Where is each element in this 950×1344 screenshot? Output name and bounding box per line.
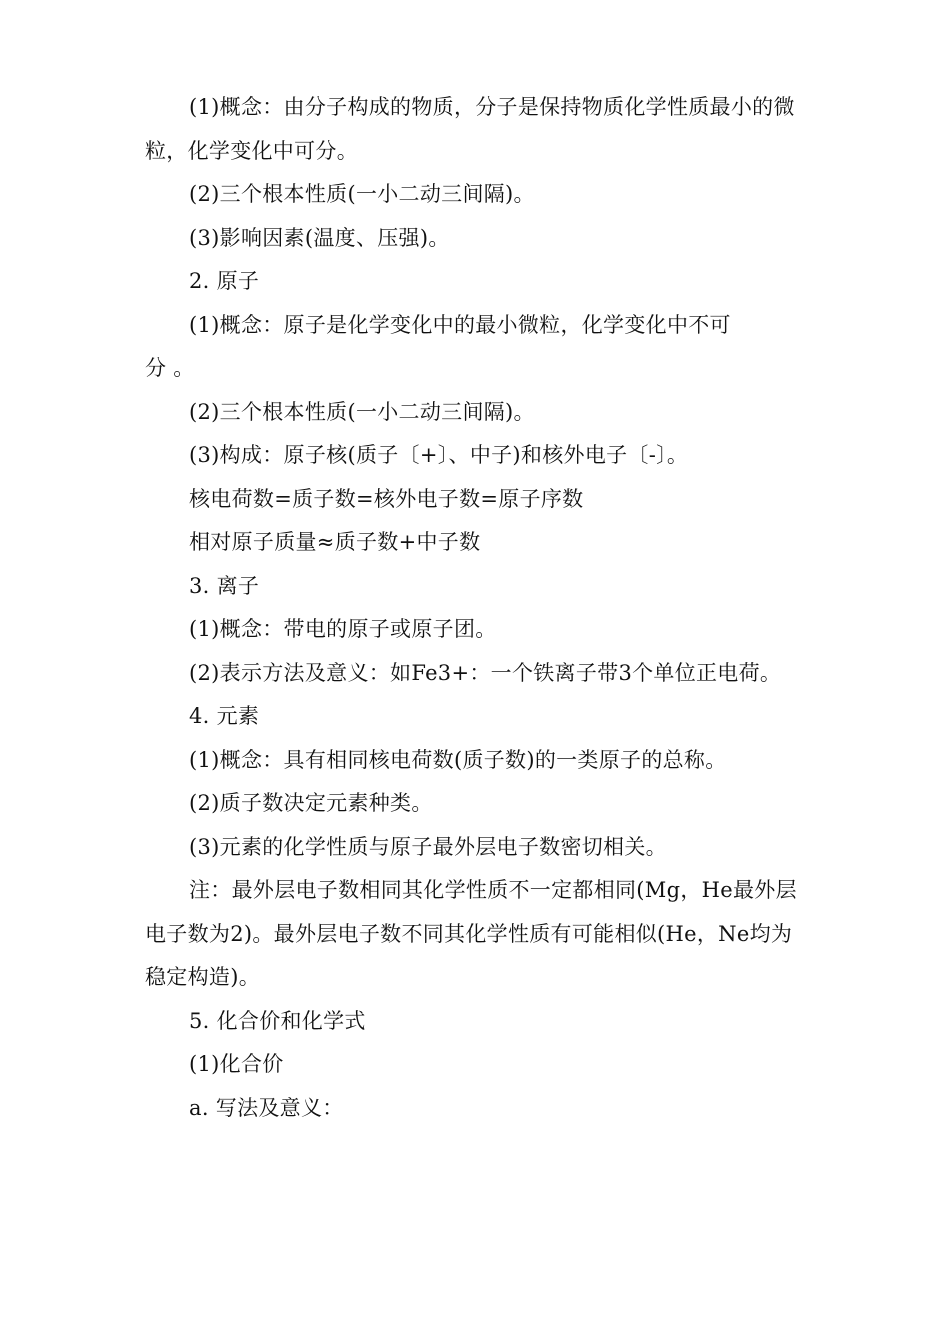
heading-element: 4. 元素 xyxy=(189,704,260,728)
subheading-valence: (1)化合价 xyxy=(189,1052,284,1076)
subheading-notation-meaning: a. 写法及意义： xyxy=(189,1095,344,1120)
paragraph-atom-concept-continuation: 分 。 xyxy=(145,356,195,380)
paragraph-note: 注：最外层电子数相同其化学性质不一定都相同(Mg，He最外层电子数为2)。最外层电子数不同其化学性质有可能相似(He，Ne均为稳定构造)。 xyxy=(145,878,797,989)
paragraph-molecule-concept: (1)概念：由分子构成的物质，分子是保持物质化学性质最小的微粒，化学变化中可分。 xyxy=(145,95,795,163)
paragraph-atom-structure: (3)构成：原子核(质子〔+〕、中子)和核外电子〔-〕。 xyxy=(189,443,689,467)
paragraph-atom-concept: (1)概念：原子是化学变化中的最小微粒，化学变化中不可 xyxy=(189,312,731,337)
document-body xyxy=(145,86,805,1130)
heading-ion: 3. 离子 xyxy=(189,573,260,598)
paragraph-molecule-properties: (2)三个根本性质(一小二动三间隔)。 xyxy=(189,182,535,206)
paragraph-element-concept: (1)概念：具有相同核电荷数(质子数)的一类原子的总称。 xyxy=(189,747,727,772)
paragraph-ion-notation: (2)表示方法及意义：如Fe3+：一个铁离子带3个单位正电荷。 xyxy=(189,660,782,685)
paragraph-atom-properties: (2)三个根本性质(一小二动三间隔)。 xyxy=(189,399,535,424)
paragraph-ion-concept: (1)概念：带电的原子或原子团。 xyxy=(189,617,497,641)
heading-atom: 2. 原子 xyxy=(189,269,260,293)
paragraph-element-chemical-properties: (3)元素的化学性质与原子最外层电子数密切相关。 xyxy=(189,834,667,859)
paragraph-element-proton-number: (2)质子数决定元素种类。 xyxy=(189,791,433,815)
paragraph-molecule-factors: (3)影响因素(温度、压强)。 xyxy=(189,225,450,250)
formula-nuclear-charge: 核电荷数=质子数=核外电子数=原子序数 xyxy=(189,486,584,511)
formula-relative-atomic-mass: 相对原子质量≈质子数+中子数 xyxy=(189,530,481,554)
heading-valence-and-formula: 5. 化合价和化学式 xyxy=(189,1008,366,1033)
